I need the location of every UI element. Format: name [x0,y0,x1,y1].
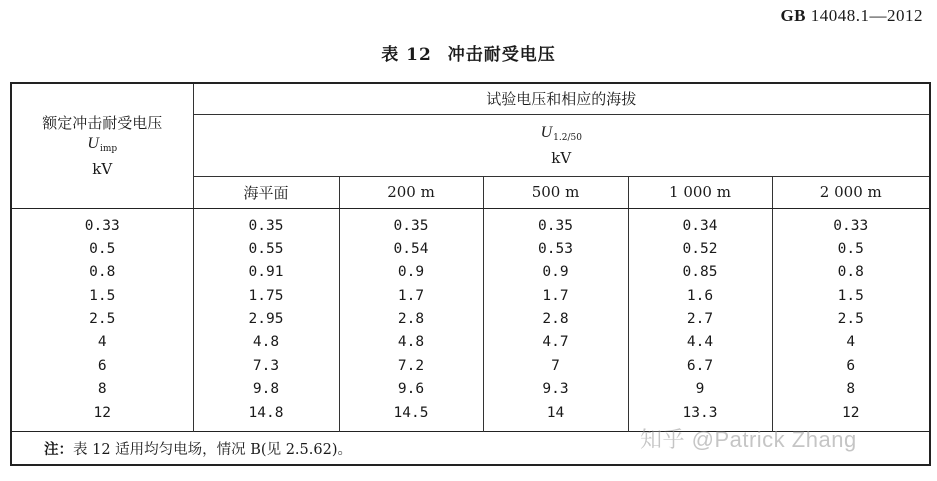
rated-voltage-column [11,208,193,432]
table-cell: 4.8 [397,334,425,351]
altitude-header-2000m: 2 000 m [772,176,930,208]
altitude-500m-column [483,208,628,432]
table-cell: 0.33 [84,217,120,234]
standard-number [780,6,923,26]
table-cell: 1.75 [248,287,284,304]
table-cell: 2.5 [837,311,864,328]
table-cell: 6 [97,357,107,374]
watermark-text: 知乎 @Patrick Zhang [640,427,857,452]
table-cell: 0.55 [248,240,284,257]
altitude-header-200m: 200 m [339,176,483,208]
table-cell: 9.6 [397,381,425,398]
table-cell: 12 [842,404,860,421]
table-cell: 2.8 [397,311,425,328]
table-title [0,40,937,65]
table-cell: 0.54 [393,240,429,257]
table-cell: 9 [695,381,705,398]
table-cell: 0.53 [538,240,573,257]
rated-voltage-title: 额定冲击耐受电压 [42,113,163,132]
table-cell: 7 [551,357,560,374]
table-cell: 0.35 [538,217,573,234]
table-cell: 0.52 [682,240,718,257]
table-cell: 7.2 [397,357,425,374]
altitude-header-1000m: 1 000 m [628,176,772,208]
test-voltage-unit: kV [551,149,572,167]
table-cell: 4 [846,334,856,351]
table-cell: 2.5 [89,311,116,328]
table-cell: 4.8 [252,334,280,351]
note-text: 表 12 适用均匀电场，情况 B(见 2.5.62)。 [73,441,352,458]
sea-level-column [193,208,339,432]
table-cell: 4 [97,334,107,351]
altitude-header-sea-level: 海平面 [193,176,339,208]
table-cell: 0.9 [542,264,569,281]
rated-voltage-header [11,83,193,208]
table-cell: 0.34 [682,217,718,234]
table-cell: 2.7 [686,311,714,328]
table-cell: 0.33 [833,217,869,234]
table-cell: 0.5 [89,240,116,257]
table-cell: 6.7 [686,357,714,374]
altitude-2000m-column [772,208,930,432]
table-cell: 1.7 [542,287,569,304]
table-cell: 0.8 [89,264,116,281]
table-cell: 4.7 [542,334,569,351]
table-cell: 4.4 [686,334,714,351]
table-cell: 8 [846,381,856,398]
table-title-label: 表 12 [381,45,432,65]
table-cell: 6 [846,357,856,374]
table-cell: 2.95 [248,311,284,328]
table-cell: 8 [97,381,107,398]
table-cell: 0.5 [837,240,864,257]
table-cell: 1.7 [397,287,425,304]
table-cell: 0.35 [248,217,284,234]
note-label: 注： [44,440,73,458]
impulse-voltage-table [10,82,931,466]
table-cell: 0.9 [397,264,425,281]
table-cell: 14 [546,404,565,421]
table-cell: 1.6 [686,287,714,304]
table-cell: 13.3 [682,404,718,421]
table-cell: 14.8 [248,404,284,421]
test-voltage-subheader [193,114,930,176]
altitude-header-500m: 500 m [483,176,628,208]
table-cell: 9.3 [542,381,569,398]
table-cell: 1.5 [89,287,116,304]
table-cell: 0.85 [682,264,718,281]
standard-prefix: GB [780,6,806,25]
test-voltage-symbol: $U_{1.2/50}$ [540,124,582,143]
table-cell: 0.91 [248,264,284,281]
table-cell: 2.8 [542,311,569,328]
table-cell: 12 [93,404,111,421]
altitude-1000m-column [628,208,772,432]
table-cell: 0.35 [393,217,429,234]
standard-code: 14048.1—2012 [810,6,923,25]
table-cell: 7.3 [252,357,280,374]
table-cell: 1.5 [837,287,864,304]
test-voltage-group-header: 试验电压和相应的海拔 [193,83,930,114]
rated-voltage-symbol: $U_{imp}$ [87,134,118,154]
table-title-text: 冲击耐受电压 [447,45,556,65]
rated-voltage-unit: kV [92,159,113,178]
altitude-200m-column [339,208,483,432]
table-cell: 0.8 [837,264,864,281]
table-cell: 9.8 [252,381,280,398]
table-cell: 14.5 [393,404,429,421]
